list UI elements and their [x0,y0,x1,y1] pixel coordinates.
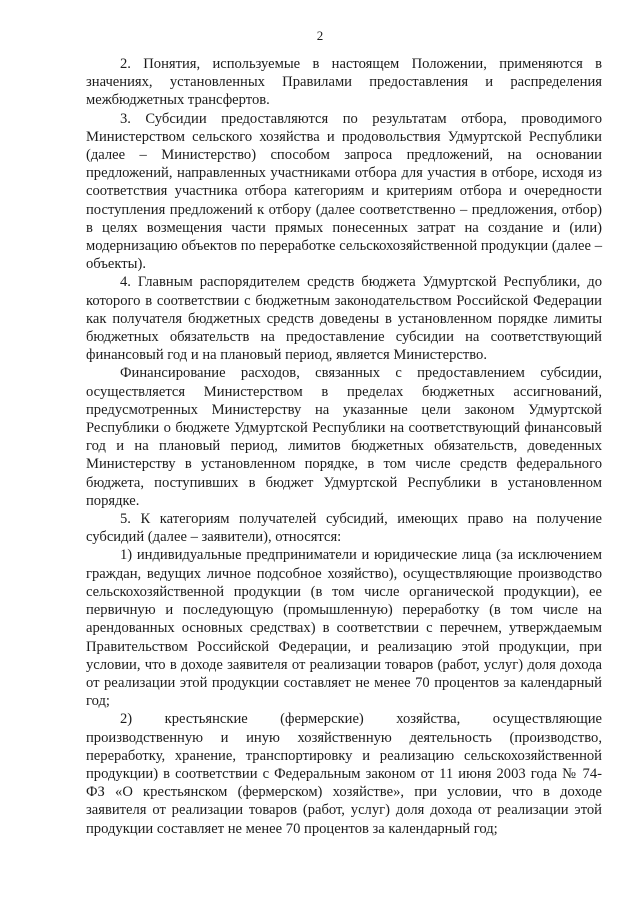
paragraph-5-categories: 5. К категориям получателей субсидий, имеющих право на получение субсидий (далее – заявители), относятся: [86,511,602,546]
list-item-2-farms: 2) крестьянские (фермерские) хозяйства, осуществляющие производственную и иную хозяйственную деятельность (производство, переработку, хранение, транспортировку и реализацию сельскохозяйственной продукции) в соответствии с Федеральным законом от 11 июня 2003 года № 74-ФЗ «О крестьянском (фермерском) хозяйстве», при условии, что в доходе заявителя от реализации товаров (работ, услуг) доля дохода от реализации этой продукции составляет не менее 70 процентов за календарный год; [86,711,602,837]
document-body [86,55,602,838]
paragraph-3-subsidy-selection: 3. Субсидии предоставляются по результатам отбора, проводимого Министерством сельского хозяйства и продовольствия Удмуртской Республики (далее – Министерство) способом запроса предложений, на основании предложений, направленных участниками отбора для участия в отборе, исходя из соответствия участника отбора категориям и критериям отбора и очередности поступления предложений к отбору (далее соответственно – предложения, отбор) в целях возмещения части прямых понесенных затрат на создание и (или) модернизацию объектов по переработке сельскохозяйственной продукции (далее – объекты). [86,110,602,273]
paragraph-financing: Финансирование расходов, связанных с предоставлением субсидии, осуществляется Министерством в пределах бюджетных ассигнований, предусмотренных Министерству на указанные цели законом Удмуртской Республики о бюджете Удмуртской Республики на соответствующий финансовый год и на плановый период, лимитов бюджетных обязательств, доведенных Министерству в установленном порядке, в том числе средств федерального бюджета, поступивших в бюджет Удмуртской Республики в установленном порядке. [86,365,602,509]
list-item-1-entrepreneurs: 1) индивидуальные предприниматели и юридические лица (за исключением граждан, ведущих личное подсобное хозяйство), осуществляющие производство сельскохозяйственной продукции (в том числе органической продукции), ее первичную и последующую (промышленную) переработку (в том числе на арендованных основных средствах) в соответствии с перечнем, утверждаемым Правительством Российской Федерации, и реализацию этой продукции, при условии, что в доходе заявителя от реализации товаров (работ, услуг) доля дохода от реализации этой продукции составляет не менее 70 процентов за календарный год; [86,547,602,710]
page-number: 2 [316,28,324,43]
paragraph-4-main-administrator: 4. Главным распорядителем средств бюджета Удмуртской Республики, до которого в соответствии с бюджетным законодательством Российской Федерации как получателя бюджетных средств доведены в установленном порядке лимиты бюджетных обязательств на предоставление субсидии на соответствующий финансовый год и на плановый период, является Министерство. [86,274,602,364]
paragraph-2-definitions: 2. Понятия, используемые в настоящем Положении, применяются в значениях, установленных Правилами предоставления и распределения межбюджетных трансфертов. [86,56,602,109]
